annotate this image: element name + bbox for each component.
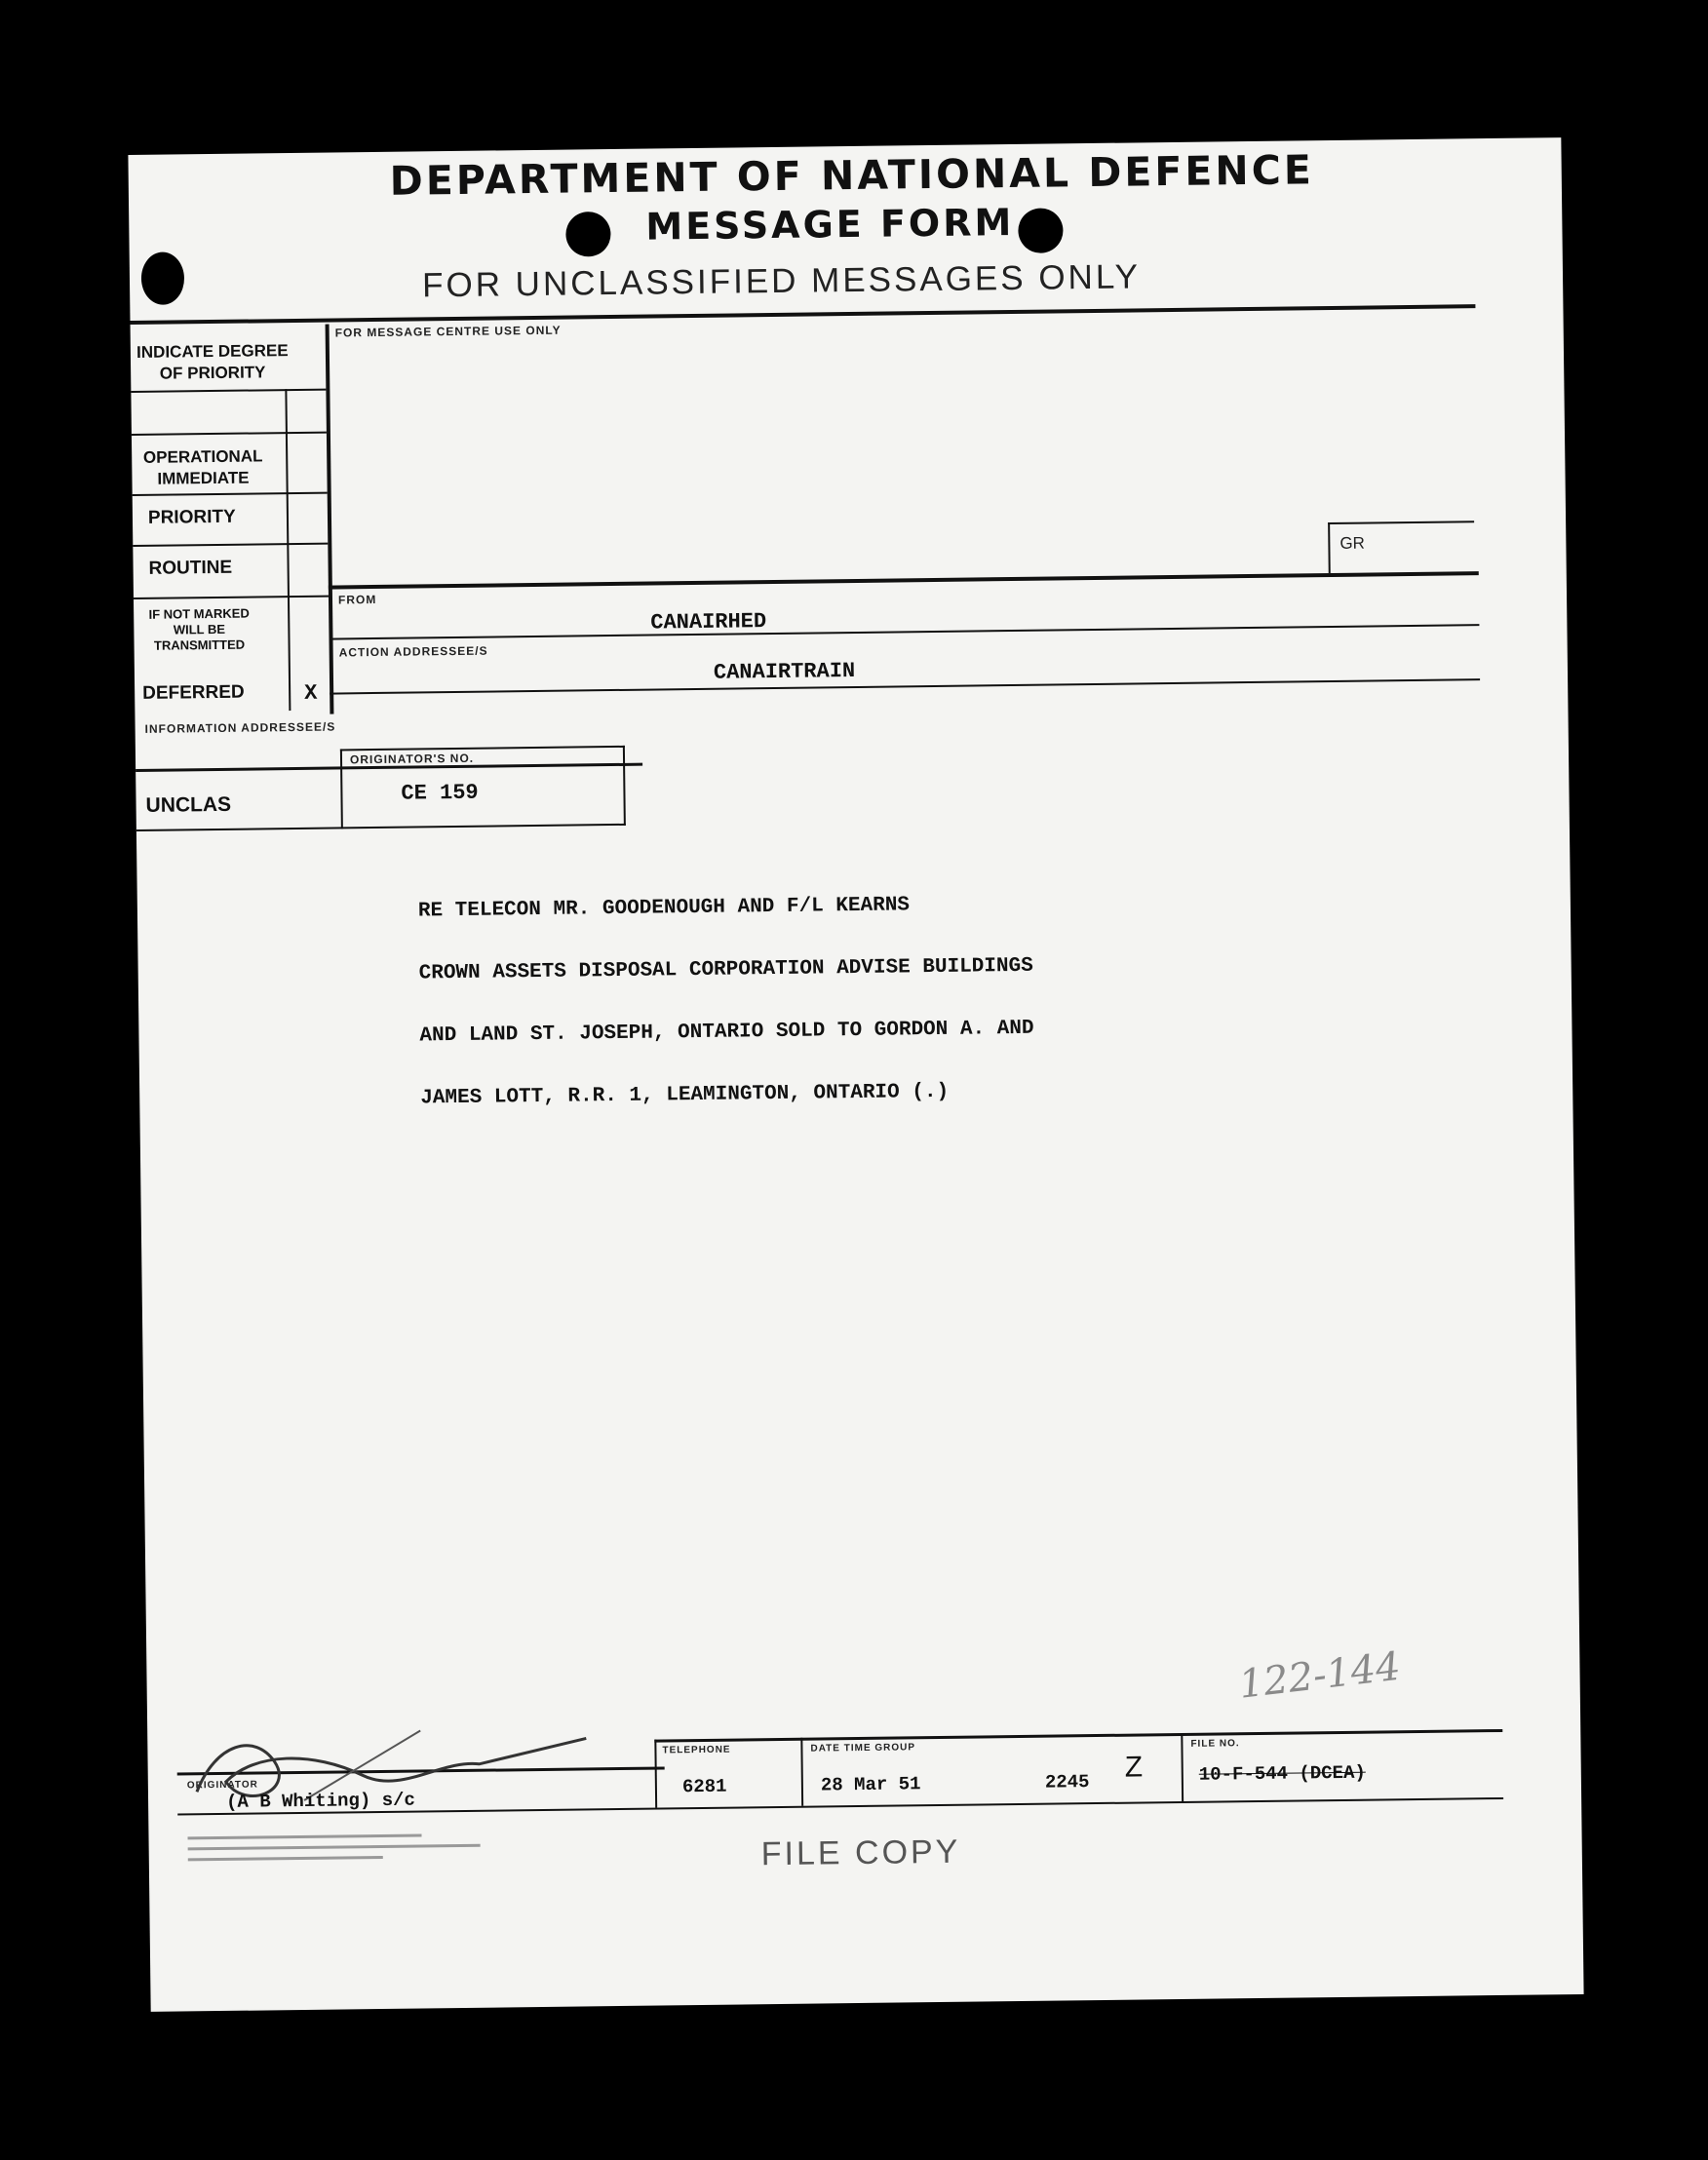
message-line-4: JAMES LOTT, R.R. 1, LEAMINGTON, ONTARIO (.) <box>420 1080 950 1110</box>
message-line-2: CROWN ASSETS DISPOSAL CORPORATION ADVISE BUILDINGS <box>418 954 1033 985</box>
message-line-1: RE TELECON MR. GOODENOUGH AND F/L KEARNS <box>417 894 911 923</box>
security-classification: UNCLAS <box>145 792 232 817</box>
information-addressee-label: INFORMATION ADDRESSEE/S <box>144 719 336 736</box>
punch-hole-right <box>1018 208 1064 253</box>
footer-divider-2 <box>800 1738 803 1806</box>
form-title: MESSAGE FORM <box>645 200 1015 249</box>
priority-rule-1 <box>131 389 326 393</box>
deferred-mark: X <box>304 680 318 706</box>
action-rule <box>330 678 1480 694</box>
header-rule <box>130 304 1475 325</box>
from-rule <box>329 624 1479 639</box>
action-addressee-label: ACTION ADDRESSEE/S <box>338 643 488 660</box>
from-label: FROM <box>337 592 377 607</box>
originator-no-value: CE 159 <box>401 780 479 806</box>
priority-rule-2 <box>132 432 327 436</box>
originator-box-right <box>623 746 626 826</box>
priority-heading: INDICATE DEGREE OF PRIORITY <box>136 341 289 383</box>
handwritten-note: 122-144 <box>1236 1643 1403 1708</box>
message-line-3: AND LAND ST. JOSEPH, ONTARIO SOLD TO GORDON A. AND <box>419 1017 1034 1048</box>
priority-divider <box>326 325 334 714</box>
date-time-label: DATE TIME GROUP <box>810 1742 916 1755</box>
originator-box-top <box>340 746 625 752</box>
unclas-rule <box>136 824 626 831</box>
zone-value: Z <box>1124 1751 1144 1784</box>
originator-no-label: ORIGINATOR'S NO. <box>349 751 475 767</box>
telephone-label: TELEPHONE <box>662 1744 731 1756</box>
priority-rule-5 <box>134 596 329 599</box>
file-label: FILE NO. <box>1190 1738 1240 1750</box>
priority-priority: PRIORITY <box>147 506 236 528</box>
printer-imprint <box>187 1828 480 1870</box>
from-value: CANAIRHED <box>650 609 767 636</box>
originator-value: (A B Whiting) s/c <box>225 1789 416 1813</box>
punch-hole-center <box>565 212 611 257</box>
file-copy-stamp: FILE COPY <box>760 1832 961 1873</box>
gr-box-top <box>1328 521 1474 524</box>
originator-box-left <box>340 749 343 829</box>
message-form-sheet <box>128 137 1583 2012</box>
priority-check-column <box>285 389 291 711</box>
message-centre-bottom <box>329 571 1479 589</box>
time-value: 2245 <box>1044 1771 1090 1794</box>
footer-divider-1 <box>654 1740 657 1808</box>
gr-box-left <box>1328 522 1331 573</box>
file-value: 10-F-544 (DCEA) <box>1198 1761 1366 1786</box>
date-value: 28 Mar 51 <box>820 1773 921 1796</box>
message-centre-label: FOR MESSAGE CENTRE USE ONLY <box>334 323 562 340</box>
department-title: DEPARTMENT OF NATIONAL DEFENCE <box>389 146 1315 205</box>
footer-top-rule <box>654 1729 1502 1743</box>
punch-hole-left <box>141 251 185 305</box>
priority-note: IF NOT MARKED WILL BE TRANSMITTED <box>148 605 250 653</box>
priority-routine: ROUTINE <box>148 557 233 579</box>
gr-label: GR <box>1339 533 1365 553</box>
priority-rule-3 <box>133 492 328 496</box>
originator-label: ORIGINATOR <box>186 1779 258 1792</box>
action-addressee-value: CANAIRTRAIN <box>713 658 856 685</box>
classification-banner: FOR UNCLASSIFIED MESSAGES ONLY <box>421 257 1142 305</box>
telephone-value: 6281 <box>681 1775 727 1798</box>
priority-rule-4 <box>133 543 328 547</box>
priority-deferred: DEFERRED <box>142 681 245 704</box>
footer-divider-3 <box>1181 1733 1184 1801</box>
priority-operational-immediate: OPERATIONAL IMMEDIATE <box>142 446 263 488</box>
